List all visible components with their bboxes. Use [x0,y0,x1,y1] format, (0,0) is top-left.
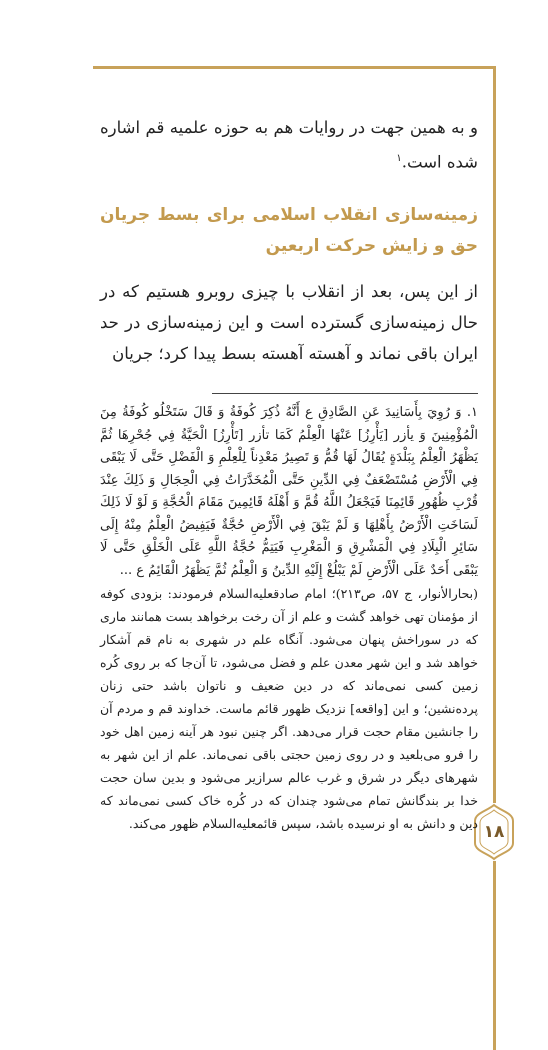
footnote-ref[interactable]: ۱ [396,153,402,164]
top-gold-rule [93,66,493,69]
body-paragraph: از این پس، بعد از انقلاب با چیزی روبرو هستیم که در حال زمینه‌سازی گسترده است و این زمینه‌سازی در حد ایران باقی نماند و آهسته آهسته بسط پیدا کرد؛ جریان [100,281,478,363]
section-heading: زمینه‌سازی انقلاب اسلامی برای بسط جریان حق و زایش حرکت اربعین [100,204,478,256]
intro-paragraph [100,112,478,178]
footnote-translation: (بحارالأنوار، ج ۵۷، ص۲۱۳)؛ امام صادقعليه‌السلام فرمودند: بزودی کوفه از مؤمنان تهی خواهد گشت و علم از آن رخت برخواهد بست همانند ماری که در سوراخش پنهان می‌شود. آنگاه علم در شهری به نام قم آشکار خواهد شد و این شهر معدن علم و فضل می‌شود، تا آن‌جا که بر روی کُره زمین کسی نمی‌ماند که در دین ضعیف و ناتوان باشد حتی زنان پرده‌نشین؛ و این [واقعه] نزدیک ظهور قائم ماست. خداوند قم و مردم آن را جانشین مقام حجت قرار می‌دهد. اگر چنین نبود هر آینه زمین اهل خود را فرو می‌بلعید و در روی زمین حجتی باقی نمی‌ماند. علم از این شهر به شهرهای دیگر در شرق و غرب عالم سرازیر می‌شود و بدین سان حجت خدا بر بندگانش تمام می‌شود چندان که در کُره خاک کسی نمی‌ماند که دین و دانش به او نرسیده باشد، سپس قائمعليه‌السلام ظهور می‌کند. [100,586,478,831]
footnote-arabic-hadith: ۱. وَ رُوِيَ بِأَسَانِيدَ عَنِ الصَّادِقِ ع أَنَّهُ ذُكِرَ كُوفَةُ وَ قَالَ سَتَخْلُو كُوفَةُ مِنَ الْمُؤْمِنِينَ وَ يأزر [يَأْرِزُ] عَنْهَا الْعِلْمُ كَمَا تأزر [تَأْرِزُ] الْحَيَّةُ فِي جُحْرِهَا ثُمَّ يَظْهَرُ الْعِلْمُ بِبَلْدَةٍ يُقَالُ لَهَا قُمُّ وَ تَصِيرُ مَعْدِناً لِلْعِلْمِ وَ الْفَضْلِ حَتَّى لَا يَبْقَى فِي الْأَرْضِ مُسْتَضْعَفٌ فِي الدِّينِ حَتَّى الْمُخَدَّرَاتُ فِي الْحِجَالِ وَ ذَلِكَ عِنْدَ قُرْبِ ظُهُورِ قَائِمِنَا فَيَجْعَلُ اللَّهُ قُمَّ وَ أَهْلَهُ قَائِمِينَ مَقَامَ الْحُجَّةِ وَ لَوْ لَا ذَلِكَ لَسَاخَتِ الْأَرْضُ بِأَهْلِهَا وَ لَمْ يَبْقَ فِي الْأَرْضِ حُجَّةٌ فَيَفِيضُ الْعِلْمُ مِنْهُ إِلَى سَائِرِ الْبِلَادِ فِي الْمَشْرِقِ وَ الْمَغْرِبِ فَيَتِمُّ حُجَّةُ اللَّهِ عَلَى الْخَلْقِ حَتَّى لَا يَبْقَى أَحَدٌ عَلَى الْأَرْضِ لَمْ يَبْلُغْ إِلَيْهِ الدِّينُ وَ الْعِلْمُ ثُمَّ يَظْهَرُ الْقَائِمُ ع ... [100,405,478,578]
side-gold-rule [493,66,496,1050]
footnote [100,402,478,835]
main-content [100,112,478,369]
page-number: ۱۸ [483,822,505,842]
footnote-divider [212,393,478,394]
intro-text: و به همین جهت در روایات هم به حوزه علمیه قم اشاره شده است. [100,118,478,172]
